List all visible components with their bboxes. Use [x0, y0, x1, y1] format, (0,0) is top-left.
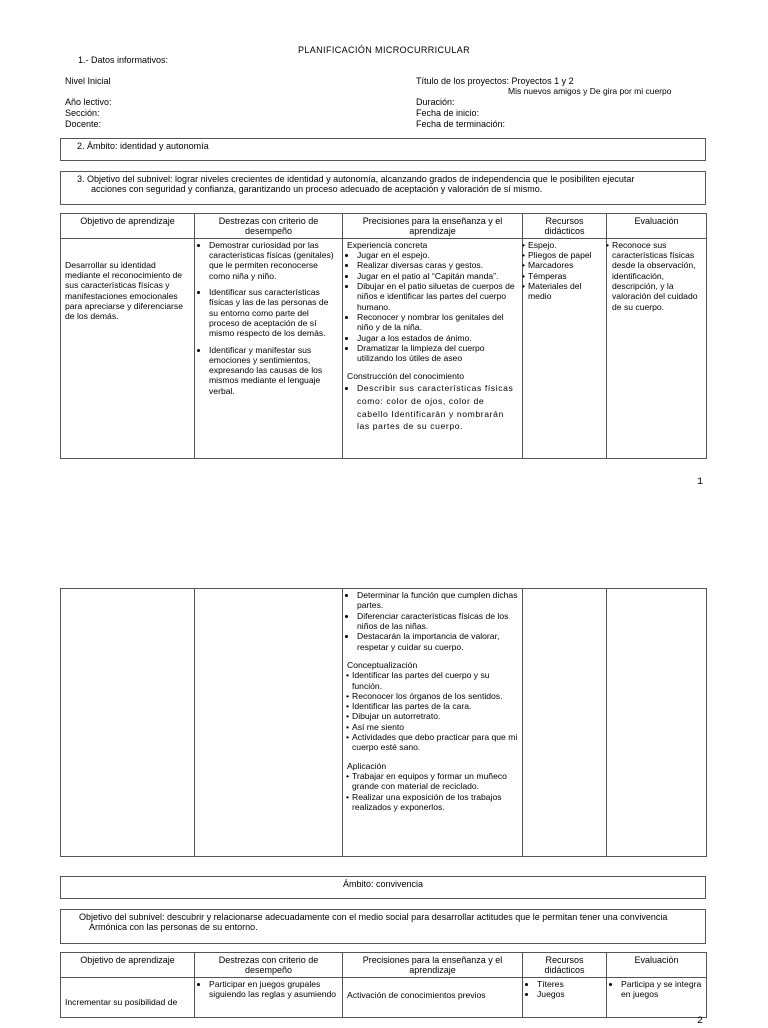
- recurso-item: • Juegos: [537, 989, 602, 999]
- precision-item: • Identificar las partes del cuerpo y su función.: [347, 670, 518, 691]
- objetivo-text: Incrementar su posibilidad de: [65, 996, 178, 1007]
- precision-item: • Destacarán la importancia de valorar, respetar y cuidar su cuerpo.: [357, 631, 518, 652]
- destreza-item: • Demostrar curiosidad por las características físicas (genitales) que le permiten reconocerse como niña y niño.: [209, 240, 338, 281]
- field-ano-lectivo: Año lectivo:: [65, 97, 112, 107]
- header-objetivo: Objetivo de aprendizaje: [61, 953, 195, 978]
- precision-item: • Jugar a los estados de ánimo.: [357, 333, 518, 343]
- page-number-2: 2: [697, 1016, 704, 1027]
- precision-item: • Actividades que debo practicar para que mi cuerpo esté sano.: [347, 732, 518, 753]
- objetivo-subnivel-line1: 3. Objetivo del subnivel: lograr niveles crecientes de identidad y autonomía, alcanzando grados de independencia que le posibiliten ejecutar: [77, 174, 635, 184]
- field-fecha-inicio: Fecha de inicio:: [416, 108, 480, 118]
- precision-item: • Dramatizar la limpieza del cuerpo utilizando los útiles de aseo: [357, 343, 518, 364]
- planning-table-1: [60, 213, 707, 459]
- planning-table-2: [60, 952, 707, 1018]
- field-titulo: Título de los proyectos: Proyectos 1 y 2: [416, 76, 574, 86]
- cell-precisiones-cont: [343, 589, 523, 857]
- precisiones-title: Aplicación: [347, 760, 387, 771]
- cell-destrezas: [195, 238, 343, 458]
- precision-item: • Trabajar en equipos y formar un muñeco grande con material de reciclado.: [347, 771, 518, 792]
- objetivo-text: Desarrollar su identidad mediante el reconocimiento de sus características físicas y manifestaciones emocionales para apreciarse y diferenciarse de los demás.: [65, 259, 183, 322]
- precision-item: • Realizar diversas caras y gestos.: [357, 260, 518, 270]
- header-precisiones: Precisiones para la enseñanza y el aprendizaje: [343, 214, 523, 239]
- ambito2-text: Ámbito: convivencia: [342, 879, 424, 889]
- precision-item: • Diferenciar características físicas de los niños de las niñas.: [357, 611, 518, 632]
- document-title: PLANIFICACIÓN MICROCURRICULAR: [297, 45, 471, 55]
- evaluacion-item: • Participa y se integra en juegos: [621, 979, 702, 1000]
- cell-precisiones-2: [343, 977, 523, 1017]
- recurso-item: • Témperas: [523, 271, 602, 281]
- header-destrezas: Destrezas con criterio de desempeño: [195, 953, 343, 978]
- header-recursos: Recursos didácticos: [523, 214, 607, 239]
- cell-destrezas-2: [195, 977, 343, 1017]
- objetivo2-line2: Armónica con las personas de su entorno.: [89, 922, 258, 932]
- precision-text: Activación de conocimientos previos: [347, 989, 486, 1000]
- field-seccion: Sección:: [65, 108, 100, 118]
- recurso-item: • Espejo.: [523, 240, 602, 250]
- header-evaluacion: Evaluación: [607, 214, 707, 239]
- precision-item: • Reconocer los órganos de los sentidos.: [347, 691, 518, 701]
- cell-objetivo: [61, 238, 195, 458]
- precisiones-title: Construcción del conocimiento: [347, 371, 465, 382]
- field-duracion: Duración:: [416, 97, 455, 107]
- objetivo2-box: [60, 909, 706, 944]
- header-precisiones: Precisiones para la enseñanza y el aprendizaje: [343, 953, 523, 978]
- ambito-text: 2. Ámbito: identidad y autonomía: [77, 141, 209, 151]
- cell-evaluacion-2: [607, 977, 707, 1017]
- precision-item: • Dibujar un autorretrato.: [347, 711, 518, 721]
- section-label: 1.- Datos informativos:: [78, 55, 169, 65]
- recurso-item: • Marcadores: [523, 260, 602, 270]
- destreza-item: • Identificar sus características físicas y las de las personas de su entorno como parte del proceso de aceptación de sí mismo respecto de los demás.: [209, 287, 338, 339]
- destreza-item: • Identificar y manifestar sus emociones y sentimientos, expresando las causas de los mismos mediante el lenguaje verbal.: [209, 345, 338, 397]
- field-docente: Docente:: [65, 119, 102, 129]
- objetivo-subnivel-line2: acciones con seguridad y confianza, garantizando un proceso adecuado de aceptación y valoración de sí mismo.: [91, 184, 543, 194]
- field-titulo-sub: Mis nuevos amigos y De gira por mi cuerpo: [508, 86, 672, 96]
- ambito2-box: [60, 876, 706, 899]
- evaluacion-item: • Reconoce sus características físicas desde la observación, identificación, descripción, y la valoración del cuidado de su cuerpo.: [607, 240, 702, 312]
- cell-destrezas-cont: [195, 589, 343, 857]
- precision-item: • Así me siento: [347, 722, 518, 732]
- cell-objetivo-cont: [61, 589, 195, 857]
- header-destrezas: Destrezas con criterio de desempeño: [195, 214, 343, 239]
- page-number-1: 1: [697, 477, 704, 488]
- precision-item: • Determinar la función que cumplen dichas partes.: [357, 590, 518, 611]
- recurso-item: • Títeres: [537, 979, 602, 989]
- objetivo2-line1: Objetivo del subnivel: descubrir y relacionarse adecuadamente con el medio social para desarrollar actitudes que le permitan tener una convivencia: [79, 912, 668, 922]
- cell-precisiones: [343, 238, 523, 458]
- precision-item: • Describir sus características físicas como: color de ojos, color de cabello Identificarán y nombrarán las partes de su cuerpo.: [357, 382, 518, 434]
- precision-item: • Identificar las partes de la cara.: [347, 701, 518, 711]
- field-nivel: Nivel Inicial: [65, 76, 111, 86]
- precision-item: • Reconocer y nombrar los genitales del niño y de la niña.: [357, 312, 518, 333]
- precision-item: • Dibujar en el patio siluetas de cuerpos de niños e identificar las partes del cuerpo humano.: [357, 281, 518, 312]
- recurso-item: • Pliegos de papel: [523, 250, 602, 260]
- header-recursos: Recursos didácticos: [523, 953, 607, 978]
- cell-objetivo-2: [61, 977, 195, 1017]
- precisiones-title: Experiencia concreta: [347, 239, 428, 250]
- field-fecha-terminacion: Fecha de terminación:: [416, 119, 506, 129]
- destreza-item: • Participar en juegos grupales siguiendo las reglas y asumiendo: [209, 979, 338, 1000]
- ambito-box: [60, 138, 706, 161]
- recurso-item: • Materiales del medio: [523, 281, 602, 302]
- precisiones-title: Conceptualización: [347, 659, 418, 670]
- precision-item: • Jugar en el patio al “Capitán manda”.: [357, 271, 518, 281]
- header-evaluacion: Evaluación: [607, 953, 707, 978]
- cell-evaluacion: [607, 238, 707, 458]
- objetivo-subnivel-box: [60, 171, 706, 205]
- cell-recursos-2: [523, 977, 607, 1017]
- header-objetivo: Objetivo de aprendizaje: [61, 214, 195, 239]
- cell-recursos-cont: [523, 589, 607, 857]
- cell-recursos: [523, 238, 607, 458]
- precision-item: • Realizar una exposición de los trabajos realizados y exponerlos.: [347, 792, 518, 813]
- precision-item: • Jugar en el espejo.: [357, 250, 518, 260]
- cell-evaluacion-cont: [607, 589, 707, 857]
- planning-table-continued: [60, 588, 707, 857]
